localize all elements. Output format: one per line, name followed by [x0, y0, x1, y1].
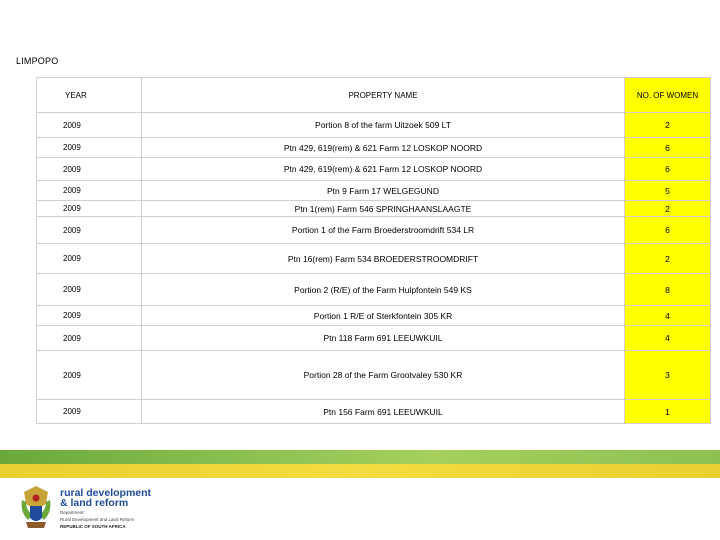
logo-line-2: & land reform [60, 497, 129, 509]
table-row [37, 113, 711, 138]
country-name: REPUBLIC OF SOUTH AFRICA [60, 524, 126, 529]
women-count-cell: 4 [625, 326, 711, 351]
women-count-cell: 2 [625, 113, 711, 138]
property-cell: Portion 1 of the Farm Broederstroomdrift 534 LR [142, 217, 625, 244]
year-cell: 2009 [37, 306, 142, 326]
women-count-cell: 6 [625, 217, 711, 244]
property-cell: Portion 8 of the farm Uitzoek 509 LT [142, 113, 625, 138]
year-cell: 2009 [37, 113, 142, 138]
women-count-cell: 5 [625, 181, 711, 201]
property-cell: Ptn 429, 619(rem) & 621 Farm 12 LOSKOP NOORD [142, 158, 625, 181]
department-label: Department: [60, 510, 85, 515]
table-row [37, 351, 711, 400]
women-count-cell: 2 [625, 244, 711, 274]
table-header-row [37, 78, 711, 113]
department-name: Rural Development and Land Reform [60, 517, 135, 522]
coat-of-arms-icon [18, 484, 54, 535]
year-cell: 2009 [37, 138, 142, 158]
table-row [37, 274, 711, 306]
green-band [0, 450, 720, 464]
table-row [37, 400, 711, 424]
year-cell: 2009 [37, 244, 142, 274]
year-cell: 2009 [37, 326, 142, 351]
year-column-header: YEAR [37, 78, 142, 113]
year-cell: 2009 [37, 181, 142, 201]
footer-color-bands [0, 450, 720, 480]
department-logo [60, 488, 151, 529]
property-cell: Ptn 156 Farm 691 LEEUWKUIL [142, 400, 625, 424]
women-count-cell: 3 [625, 351, 711, 400]
year-cell: 2009 [37, 274, 142, 306]
property-column-header: PROPERTY NAME [142, 78, 625, 113]
women-count-cell: 4 [625, 306, 711, 326]
year-cell: 2009 [37, 201, 142, 217]
table-row [37, 244, 711, 274]
table-row [37, 201, 711, 217]
property-cell: Ptn 118 Farm 691 LEEUWKUIL [142, 326, 625, 351]
property-cell: Portion 2 (R/E) of the Farm Hulpfontein 549 KS [142, 274, 625, 306]
table-row [37, 326, 711, 351]
property-table [36, 77, 711, 424]
table-row [37, 217, 711, 244]
property-cell: Ptn 429, 619(rem) & 621 Farm 12 LOSKOP NOORD [142, 138, 625, 158]
women-count-cell: 6 [625, 158, 711, 181]
property-cell: Ptn 9 Farm 17 WELGEGUND [142, 181, 625, 201]
yellow-band [0, 464, 720, 478]
women-count-cell: 1 [625, 400, 711, 424]
women-column-header: NO. OF WOMEN [625, 78, 711, 113]
region-heading: LIMPOPO [16, 56, 59, 66]
table-row [37, 138, 711, 158]
property-cell: Ptn 1(rem) Farm 546 SPRINGHAANSLAAGTE [142, 201, 625, 217]
property-cell: Portion 28 of the Farm Grootvaley 530 KR [142, 351, 625, 400]
year-cell: 2009 [37, 351, 142, 400]
year-cell: 2009 [37, 158, 142, 181]
table-row [37, 181, 711, 201]
year-cell: 2009 [37, 400, 142, 424]
property-cell: Portion 1 R/E of Sterkfontein 305 KR [142, 306, 625, 326]
women-count-cell: 8 [625, 274, 711, 306]
logo-line-1: rural development [60, 487, 152, 499]
women-count-cell: 6 [625, 138, 711, 158]
table-row [37, 306, 711, 326]
property-cell: Ptn 16(rem) Farm 534 BROEDERSTROOMDRIFT [142, 244, 625, 274]
table-row [37, 158, 711, 181]
year-cell: 2009 [37, 217, 142, 244]
women-count-cell: 2 [625, 201, 711, 217]
